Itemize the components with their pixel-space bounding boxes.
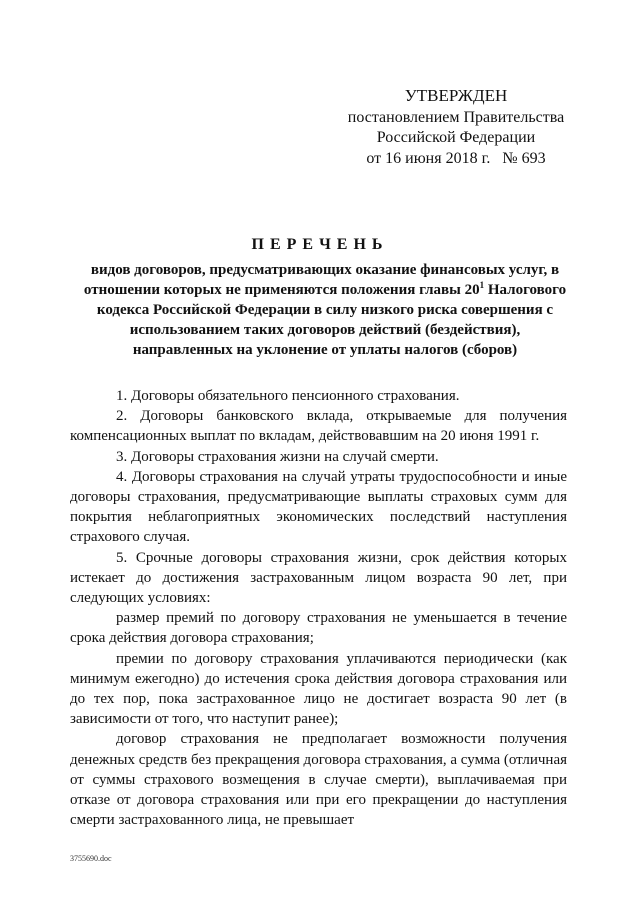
file-name-footer: 3755690.doc (70, 854, 112, 863)
approval-stamp (340, 86, 572, 169)
paragraph: 4. Договоры страхования на случай утраты трудоспособности и иные договоры страхования, предусматривающие выплаты страховых сумм для покрытия неблагоприятных экономических последствий наступления страхового случая. (70, 468, 567, 546)
approval-heading: УТВЕРЖДЕН (404, 86, 508, 105)
subtitle-text-2: Налогового кодекса Российской Федерации в силу низкого риска совершения с использованием таких договоров действий (бездействия), направленных на уклонение от уплаты налогов (сборов) (96, 282, 567, 358)
approval-number-sign: № (502, 149, 518, 167)
subtitle-superscript: 1 (479, 280, 485, 290)
approval-line-1: постановлением Правительства (347, 108, 565, 126)
paragraph: 3. Договоры страхования жизни на случай смерти. (116, 448, 439, 465)
paragraph: 2. Договоры банковского вклада, открываемые для получения компенсационных выплат по вкладам, действовавшим на 20 июня 1991 г. (70, 408, 567, 445)
approval-number: 693 (521, 149, 546, 167)
document-title: ПЕРЕЧЕНЬ (251, 236, 389, 253)
approval-date-line (340, 149, 572, 170)
paragraph: договор страхования не предполагает возможности получения денежных средств без прекращения договора страхования, а сумма (отличная от суммы страхового возмещения в случае смерти), выплачиваемая при отказе от договора страхования или при его прекращении до наступления смерти застрахованного лица, не превышает (70, 731, 567, 829)
approval-date: от 16 июня 2018 г. (366, 149, 491, 167)
subtitle-text-1: видов договоров, предусматривающих оказание финансовых услуг, в отношении которых не применяются положения главы 20 (83, 262, 560, 298)
paragraph: премии по договору страхования уплачиваются периодически (как минимум ежегодно) до истечения срока действия договора страхования или до тех пор, пока застрахованное лицо не достигает возраста 90 лет (в зависимости от того, что наступит ранее); (70, 650, 567, 728)
document-body (70, 386, 567, 830)
paragraph: размер премий по договору страхования не уменьшается в течение срока действия договора страхования; (70, 610, 567, 647)
approval-line-2: Российской Федерации (376, 129, 536, 146)
paragraph: 5. Срочные договоры страхования жизни, срок действия которых истекает до достижения застрахованным лицом возраста 90 лет, при следующих условиях: (70, 549, 567, 607)
paragraph: 1. Договоры обязательного пенсионного страхования. (116, 388, 460, 404)
document-subtitle (80, 260, 570, 360)
